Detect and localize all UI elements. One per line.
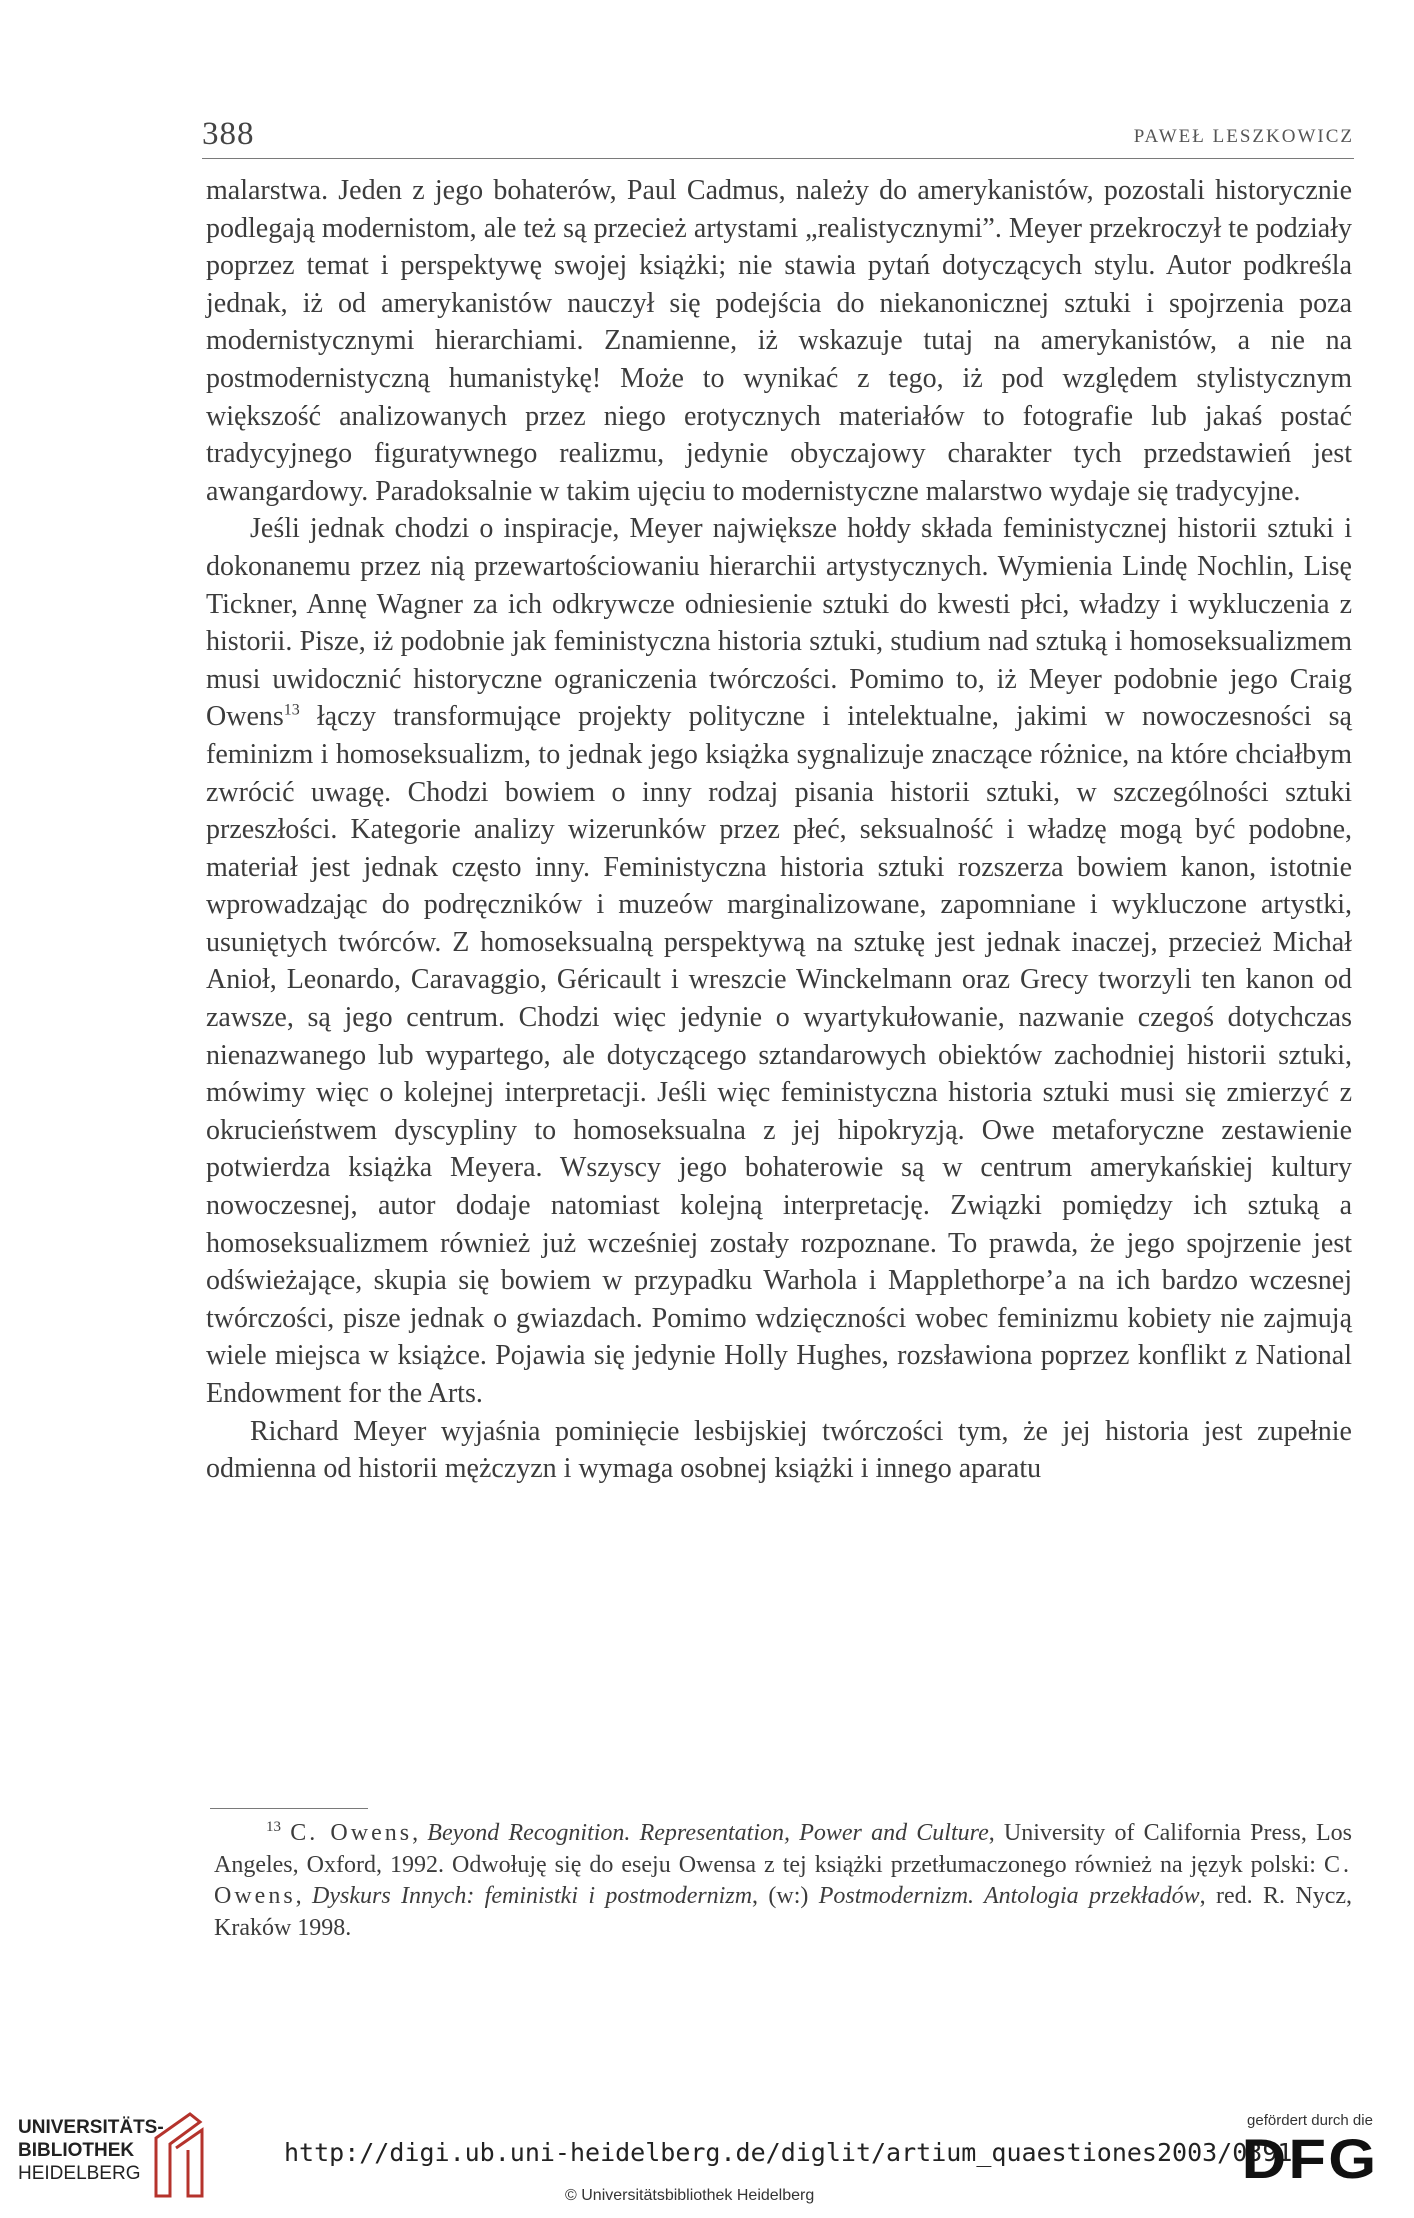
footnote-text-1: , University of California Press, Los Angeles, Oxford, 1992. Odwołuję się do eseju Owensa z tej książki przetłumaczonego również na język polski:	[214, 1820, 1353, 1878]
body-text	[206, 172, 1352, 1488]
paragraph-2-part-a: Jeśli jednak chodzi o inspiracje, Meyer największe hołdy składa feministycznej historii sztuki i dokonanemu przez nią przewartościowaniu hierarchii artystycznych. Wymienia Lindę Nochlin, Lisę Tickner, Annę Wagner za ich odkrywcze odniesienie sztuki do kwesti płci, władzy i wykluczenia z historii. Pisze, iż podobnie jak feministyczna historia sztuki, studium nad sztuką i homoseksualizmem musi uwidocznić historyczne ograniczenia twórczości. Pomimo to, iż Meyer podobnie jego Craig Owens	[206, 513, 1352, 733]
footnote-number: 13	[266, 1819, 281, 1835]
funded-by-label: gefördert durch die	[1247, 2112, 1373, 2129]
footnote-title-2: Dyskurs Innych: feministki i postmodernizm	[312, 1883, 753, 1909]
paragraph-3: Richard Meyer wyjaśnia pominięcie lesbijskiej twórczości tym, że jej historia jest zupełnie odmienna od historii mężczyzn i wymaga osobnej książki i innego aparatu	[206, 1415, 1352, 1485]
digitization-footer	[0, 2082, 1414, 2218]
footnote-13: $^{13}$ C. Owens, Beyond Recognition. Representation, Power and Culture, University of California Press, Los Angeles, Oxford, 1992. Odwołuję się do eseju Owensa z tej książki przetłumaczonego również na język polski: C. Owens, Dyskurs Innych: feministki i postmodernizm, (w:) Postmodernizm. Antologia przekładów, red. R. Nycz, Kraków 1998.	[214, 1819, 1353, 1941]
footnote-text-2: , (w:)	[752, 1883, 819, 1909]
library-name: UNIVERSITÄTS- BIBLIOTHEK HEIDELBERG	[18, 2117, 164, 2184]
paragraph-2	[206, 510, 1352, 1412]
paragraph-1: malarstwa. Jeden z jego bohaterów, Paul Cadmus, należy do amerykanistów, pozostali historycznie podlegają modernistom, ale też są przecież artystami „realistycznymi”. Meyer przekroczył te podziały poprzez temat i perspektywę swojej książki; nie stawia pytań dotyczących stylu. Autor podkreśla jednak, iż od amerykanistów nauczył się podejścia do niekanonicznej sztuki i spojrzenia poza modernistycznymi hierarchiami. Znamienne, iż wskazuje tutaj na amerykanistów, a nie na postmodernistyczną humanistykę! Może to wynikać z tego, iż pod względem stylistycznym większość analizowanych przez niego erotycznych materiałów to fotografie lub jakaś postać tradycyjnego figuratywnego realizmu, jedynie obyczajowy charakter tych przedstawień jest awangardowy. Paradoksalnie w takim ujęciu to modernistyczne malarstwo wydaje się tradycyjne.	[206, 175, 1352, 507]
footnote-text-3: , red. R. Nycz, Kraków 1998.	[214, 1883, 1352, 1941]
footnote-rule	[210, 1808, 368, 1809]
copyright-notice: © Universitätsbibliothek Heidelberg	[565, 2187, 815, 2204]
page-header	[202, 118, 1354, 159]
dfg-logo[interactable]	[1240, 2112, 1380, 2208]
footnote-reference[interactable]: 13	[283, 701, 300, 719]
footnote-title-3: Postmodernizm. Antologia przekładów	[818, 1883, 1200, 1909]
university-library-logo[interactable]	[18, 2110, 218, 2200]
permalink-url[interactable]: http://digi.ub.uni-heidelberg.de/diglit/artium_quaestiones2003/0391	[284, 2138, 1293, 2167]
dfg-wordmark: DFG	[1241, 2127, 1379, 2190]
page-number: 388	[202, 116, 255, 152]
footnote-author-2: C. Owens	[214, 1851, 1352, 1909]
running-head: PAWEŁ LESZKOWICZ	[1133, 126, 1354, 147]
footnote-author-1: C. Owens	[290, 1820, 413, 1846]
paragraph-2-part-b: łączy transformujące projekty polityczne i intelektualne, jakimi w nowoczesności są feminizm i homoseksualizm, to jednak jego książka sygnalizuje znaczące różnice, na które chciałbym zwrócić uwagę. Chodzi bowiem o inny rodzaj pisania historii sztuki, w szczególności sztuki przeszłości. Kategorie analizy wizerunków przez płeć, seksualność i władzę mogą być podobne, materiał jest jednak często inny. Feministyczna historia sztuki rozszerza bowiem kanon, istotnie wprowadzając do podręczników i muzeów marginalizowane, zapomniane i wykluczone artystki, usuniętych twórców. Z homoseksualną perspektywą na sztukę jest jednak inaczej, przecież Michał Anioł, Leonardo, Caravaggio, Géricault i wreszcie Winckelmann oraz Grecy tworzyli ten kanon od zawsze, są jego centrum. Chodzi więc jedynie o wyartykułowanie, nazwanie czegoś dotychczas nienazwanego lub wypartego, ale dotyczącego sztandarowych obiektów zachodniej historii sztuki, mówimy więc o kolejnej interpretacji. Jeśli więc feministyczna historia sztuki musi się zmierzyć z okrucieństwem dyscypliny to homoseksualna z jej hipokryzją. Owe metaforyczne zestawienie potwierdza książka Meyera. Wszyscy jego bohaterowie są w centrum amerykańskiej kultury nowoczesnej, autor dodaje natomiast kolejną interpretację. Związki pomiędzy ich sztuką a homoseksualizmem również już wcześniej zostały rozpoznane. To prawda, że jego spojrzenie jest odświeżające, skupia się bowiem w przypadku Warhola i Mapplethorpe’a na ich bardzo wczesnej twórczości, pisze jednak o gwiazdach. Pomimo wdzięczności wobec feminizmu kobiety nie zajmują wiele miejsca w książce. Pojawia się jedynie Holly Hughes, rozsławiona poprzez konflikt z National Endowment for the Arts.	[206, 701, 1352, 1409]
footnote-title-1: Beyond Recognition. Representation, Power and Culture	[427, 1820, 989, 1846]
library-mark-icon	[146, 2110, 208, 2200]
